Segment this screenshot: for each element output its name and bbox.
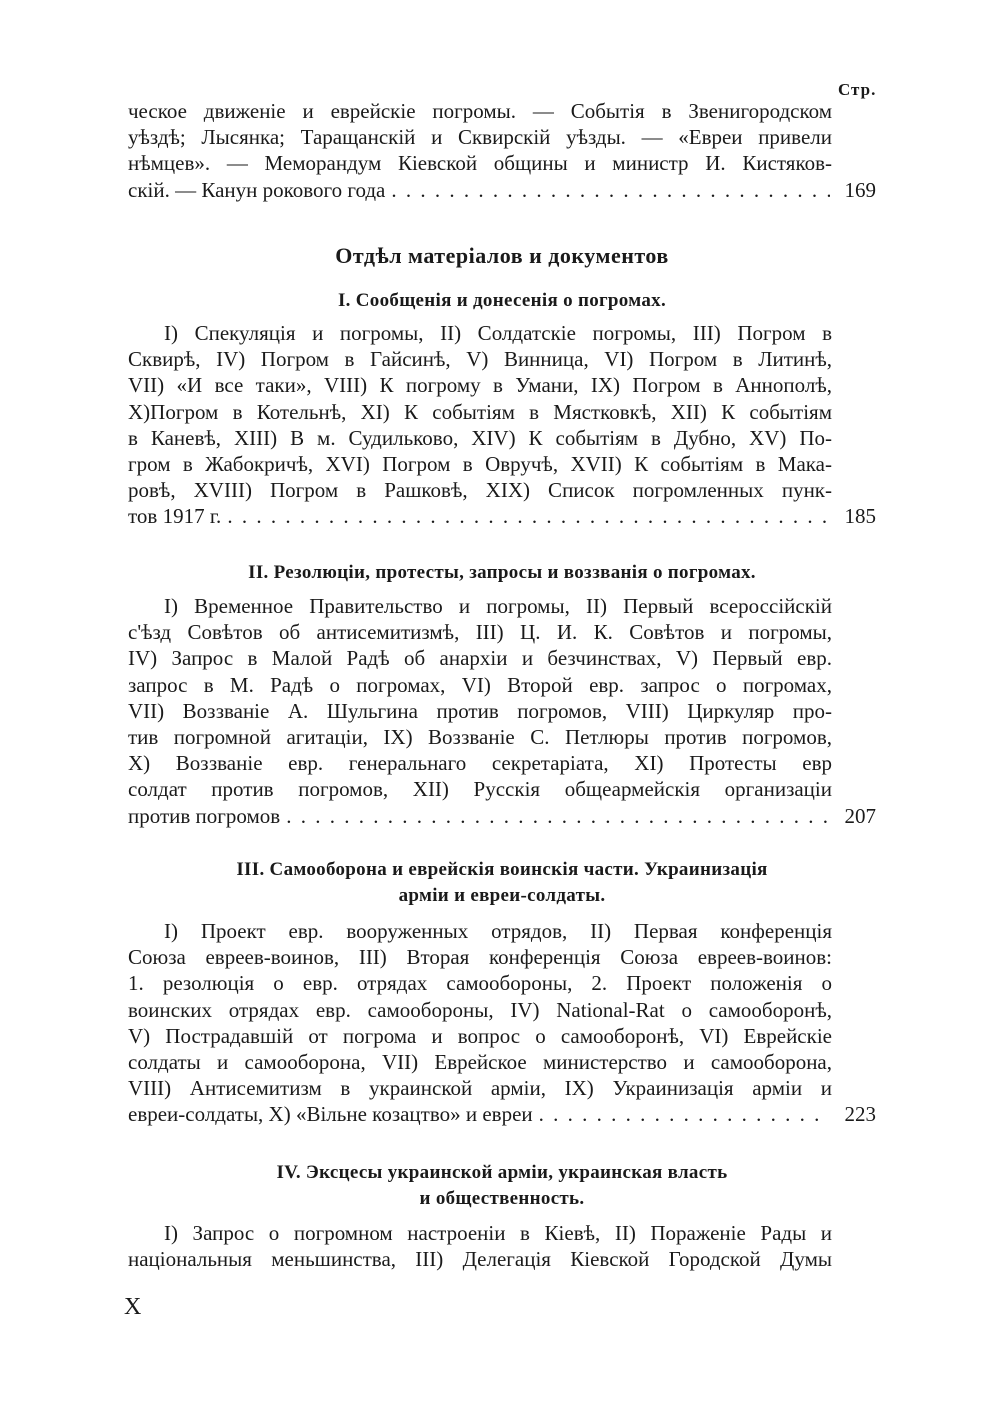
toc-leader-line: [128, 177, 876, 203]
heading-line: IV. Эксцесы украинской арміи, украинская власть: [276, 1162, 728, 1183]
text-line: против погромов: [128, 803, 281, 828]
text-line: скій. — Канун рокового года: [128, 177, 386, 202]
section-entry-1: [128, 320, 876, 530]
text-line: 1. резолюція о евр. отрядах самообороны, 2. Проект положенія о: [128, 971, 832, 996]
toc-leader-line: [128, 1101, 876, 1127]
text-line: тов 1917 г.: [128, 504, 222, 529]
text-line: запрос в М. Радѣ о погромах, VI) Второй евр. запрос о погромах,: [128, 672, 832, 697]
text-line: ческое движеніе и еврейскіе погромы. — Событія в Звенигородском: [128, 99, 832, 123]
section-entry-4: [128, 1220, 876, 1272]
heading-line: и общественность.: [419, 1188, 585, 1209]
text-line: I) Спекуляція и погромы, II) Солдатскіе погромы, III) Погром в: [164, 321, 832, 345]
text-line: солдат против погромов, XII) Русскія общеармейскія организаціи: [128, 777, 832, 802]
text-line: нѣмцев». — Меморандум Кіевской общины и министр И. Кистяков-: [128, 151, 832, 176]
text-line: ровѣ, XVIII) Погром в Рашковѣ, XIX) Список погромленных пунк-: [128, 478, 832, 503]
dot-leader: [539, 1101, 830, 1127]
text-line: в Каневѣ, XIII) В м. Судильково, XIV) К событіям в Дубно, XV) По-: [128, 425, 832, 450]
text-line: V) Пострадавшій от погрома и вопрос о самооборонѣ, VI) Еврейскіе: [128, 1023, 832, 1048]
text-line: уѣздѣ; Лысянка; Таращанскій и Сквирскій уѣзды. — «Евреи привели: [128, 125, 832, 150]
toc-leader-line: [128, 503, 876, 529]
text-line: VII) «И все таки», VIII) К погрому в Умани, IX) Погром в Аннополѣ,: [128, 373, 832, 398]
text-line: тив погромной агитаціи, IX) Воззваніе С. Петлюры против погромов,: [128, 724, 832, 749]
text-line: с'ѣзд Совѣтов об антисемитизмѣ, III) Ц. И. К. Совѣтов и погромы,: [128, 620, 832, 645]
text-line: I) Временное Правительство и погромы, II) Первый всероссійскій: [164, 594, 832, 618]
section-main-title: Отдѣл матеріалов и документов: [335, 243, 669, 268]
page-number: 185: [844, 504, 876, 529]
text-line: X) Воззваніе евр. генеральнаго секретаріата, XI) Протесты евр: [128, 751, 832, 776]
heading-line: арміи и евреи-солдаты.: [398, 885, 606, 906]
text-line: національныя меньшинства, III) Делегація Кіевской Городской Думы: [128, 1247, 832, 1272]
section-heading-3: [128, 857, 876, 909]
text-line: воинских отрядах евр. самообороны, IV) National-Rat о самооборонѣ,: [128, 997, 832, 1022]
page-number: 169: [844, 177, 876, 202]
page-number: 223: [844, 1102, 876, 1127]
text-line: IV) Запрос в Малой Радѣ об анархіи и безчинствах, V) Первый евр.: [128, 646, 832, 671]
dot-leader: [286, 803, 830, 829]
section-entry-3: [128, 918, 876, 1128]
text-line: Сквирѣ, IV) Погром в Гайсинѣ, V) Винница, VI) Погром в Литинѣ,: [128, 347, 832, 372]
text-line: солдаты и самооборона, VII) Еврейское министерство и самооборона,: [128, 1049, 832, 1074]
text-line: VII) Воззваніе А. Шульгина против погромов, VIII) Циркуляр про-: [128, 698, 832, 723]
text-line: I) Запрос о погромном настроеніи в Кіевѣ, II) Пораженіе Рады и: [164, 1221, 832, 1245]
text-line: гром в Жабокричѣ, XVI) Погром в Овручѣ, XVII) К событіям в Мака-: [128, 451, 832, 476]
toc-leader-line: [128, 803, 876, 829]
text-line: I) Проект евр. вооруженных отрядов, II) Первая конференція: [164, 919, 832, 943]
page-column-label: Стр.: [838, 80, 877, 99]
text-line: VIII) Антисемитизм в украинской арміи, IX) Украинизація арміи и: [128, 1076, 832, 1101]
dot-leader: [227, 503, 830, 529]
text-line: Союза евреев-воинов, III) Вторая конференція Союза евреев-воинов:: [128, 945, 832, 970]
dot-leader: [391, 177, 830, 203]
section-heading-2: II. Резолюціи, протесты, запросы и воззванія о погромах.: [248, 562, 756, 583]
intro-entry: [128, 98, 876, 203]
heading-line: III. Самооборона и еврейскія воинскія части. Украинизація: [236, 859, 768, 880]
section-entry-2: [128, 593, 876, 829]
page-number: 207: [844, 803, 876, 828]
section-heading-1: I. Сообщенія и донесенія о погромах.: [337, 290, 666, 311]
section-heading-4: [128, 1160, 876, 1212]
text-line: евреи-солдаты, X) «Вільне козацтво» и евреи: [128, 1102, 533, 1127]
footer-page-number: X: [124, 1294, 142, 1320]
text-line: X)Погром в Котельнѣ, XI) К событіям в Мястковкѣ, XII) К событіям: [128, 399, 832, 424]
